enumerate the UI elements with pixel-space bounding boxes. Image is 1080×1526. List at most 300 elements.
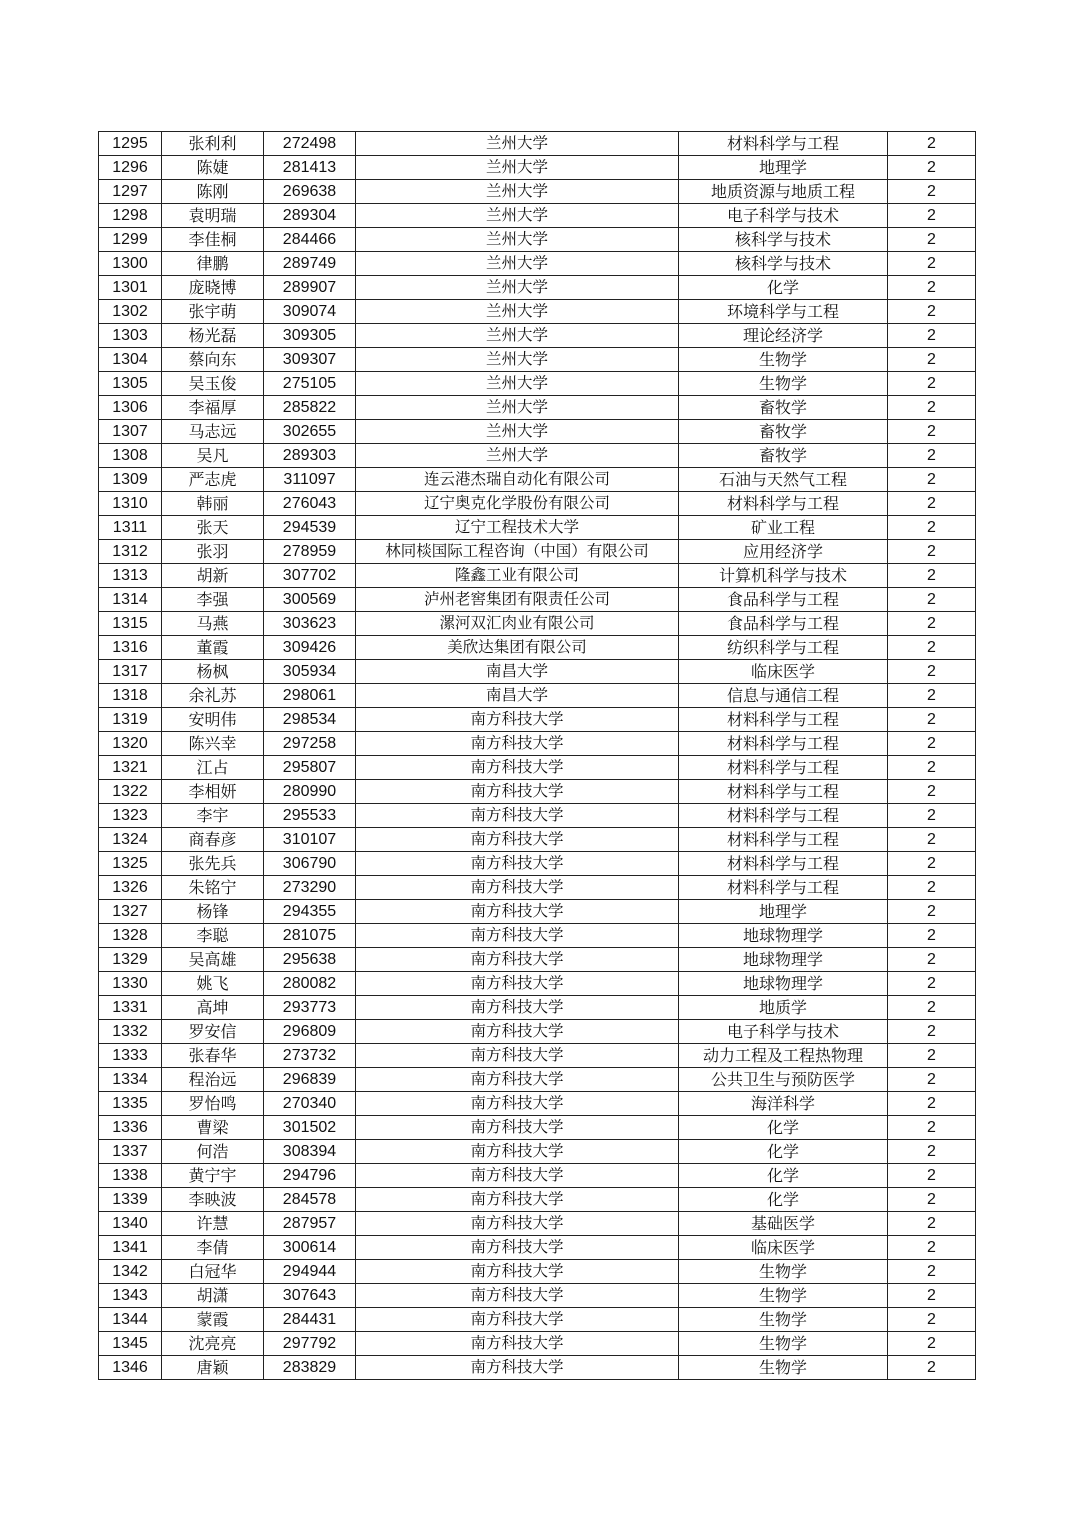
row-index-cell: 1299 bbox=[99, 228, 162, 252]
major-cell: 地球物理学 bbox=[679, 924, 888, 948]
organization-cell: 兰州大学 bbox=[356, 156, 679, 180]
organization-cell: 南方科技大学 bbox=[356, 780, 679, 804]
table-row bbox=[99, 540, 976, 564]
organization-cell: 南方科技大学 bbox=[356, 1212, 679, 1236]
name-cell: 吴凡 bbox=[162, 444, 264, 468]
row-index-cell: 1333 bbox=[99, 1044, 162, 1068]
row-index-cell: 1314 bbox=[99, 588, 162, 612]
major-cell: 生物学 bbox=[679, 1260, 888, 1284]
row-index-cell: 1346 bbox=[99, 1356, 162, 1380]
organization-cell: 南昌大学 bbox=[356, 684, 679, 708]
count-cell: 2 bbox=[888, 1236, 976, 1260]
table-row bbox=[99, 564, 976, 588]
row-index-cell: 1295 bbox=[99, 132, 162, 156]
row-index-cell: 1308 bbox=[99, 444, 162, 468]
name-cell: 陈刚 bbox=[162, 180, 264, 204]
major-cell: 动力工程及工程热物理 bbox=[679, 1044, 888, 1068]
id-cell: 297258 bbox=[264, 732, 356, 756]
id-cell: 307643 bbox=[264, 1284, 356, 1308]
major-cell: 公共卫生与预防医学 bbox=[679, 1068, 888, 1092]
organization-cell: 南方科技大学 bbox=[356, 1140, 679, 1164]
id-cell: 283829 bbox=[264, 1356, 356, 1380]
table-row bbox=[99, 660, 976, 684]
major-cell: 食品科学与工程 bbox=[679, 588, 888, 612]
count-cell: 2 bbox=[888, 636, 976, 660]
row-index-cell: 1321 bbox=[99, 756, 162, 780]
id-cell: 293773 bbox=[264, 996, 356, 1020]
count-cell: 2 bbox=[888, 300, 976, 324]
organization-cell: 隆鑫工业有限公司 bbox=[356, 564, 679, 588]
name-cell: 张利利 bbox=[162, 132, 264, 156]
id-cell: 294355 bbox=[264, 900, 356, 924]
organization-cell: 连云港杰瑞自动化有限公司 bbox=[356, 468, 679, 492]
id-cell: 309074 bbox=[264, 300, 356, 324]
name-cell: 马燕 bbox=[162, 612, 264, 636]
count-cell: 2 bbox=[888, 492, 976, 516]
table-row bbox=[99, 228, 976, 252]
major-cell: 地质资源与地质工程 bbox=[679, 180, 888, 204]
id-cell: 278959 bbox=[264, 540, 356, 564]
row-index-cell: 1304 bbox=[99, 348, 162, 372]
row-index-cell: 1339 bbox=[99, 1188, 162, 1212]
organization-cell: 南方科技大学 bbox=[356, 732, 679, 756]
organization-cell: 兰州大学 bbox=[356, 228, 679, 252]
table-row bbox=[99, 444, 976, 468]
count-cell: 2 bbox=[888, 804, 976, 828]
count-cell: 2 bbox=[888, 1020, 976, 1044]
name-cell: 张宇萌 bbox=[162, 300, 264, 324]
row-index-cell: 1337 bbox=[99, 1140, 162, 1164]
organization-cell: 南方科技大学 bbox=[356, 876, 679, 900]
row-index-cell: 1301 bbox=[99, 276, 162, 300]
count-cell: 2 bbox=[888, 924, 976, 948]
name-cell: 李相妍 bbox=[162, 780, 264, 804]
table-row bbox=[99, 180, 976, 204]
table-row bbox=[99, 156, 976, 180]
organization-cell: 南方科技大学 bbox=[356, 900, 679, 924]
row-index-cell: 1343 bbox=[99, 1284, 162, 1308]
major-cell: 计算机科学与技术 bbox=[679, 564, 888, 588]
row-index-cell: 1345 bbox=[99, 1332, 162, 1356]
organization-cell: 南方科技大学 bbox=[356, 852, 679, 876]
id-cell: 295638 bbox=[264, 948, 356, 972]
major-cell: 地理学 bbox=[679, 900, 888, 924]
id-cell: 295807 bbox=[264, 756, 356, 780]
count-cell: 2 bbox=[888, 852, 976, 876]
row-index-cell: 1326 bbox=[99, 876, 162, 900]
table-row bbox=[99, 252, 976, 276]
table-row bbox=[99, 612, 976, 636]
table-row bbox=[99, 372, 976, 396]
count-cell: 2 bbox=[888, 132, 976, 156]
row-index-cell: 1336 bbox=[99, 1116, 162, 1140]
count-cell: 2 bbox=[888, 588, 976, 612]
major-cell: 电子科学与技术 bbox=[679, 1020, 888, 1044]
organization-cell: 南方科技大学 bbox=[356, 1356, 679, 1380]
id-cell: 298534 bbox=[264, 708, 356, 732]
id-cell: 300569 bbox=[264, 588, 356, 612]
organization-cell: 漯河双汇肉业有限公司 bbox=[356, 612, 679, 636]
name-cell: 李佳桐 bbox=[162, 228, 264, 252]
name-cell: 何浩 bbox=[162, 1140, 264, 1164]
id-cell: 273290 bbox=[264, 876, 356, 900]
count-cell: 2 bbox=[888, 948, 976, 972]
id-cell: 302655 bbox=[264, 420, 356, 444]
organization-cell: 南方科技大学 bbox=[356, 1236, 679, 1260]
id-cell: 294796 bbox=[264, 1164, 356, 1188]
major-cell: 材料科学与工程 bbox=[679, 732, 888, 756]
organization-cell: 南方科技大学 bbox=[356, 756, 679, 780]
id-cell: 303623 bbox=[264, 612, 356, 636]
row-index-cell: 1335 bbox=[99, 1092, 162, 1116]
organization-cell: 南方科技大学 bbox=[356, 972, 679, 996]
organization-cell: 兰州大学 bbox=[356, 348, 679, 372]
name-cell: 吴玉俊 bbox=[162, 372, 264, 396]
name-cell: 李倩 bbox=[162, 1236, 264, 1260]
id-cell: 281413 bbox=[264, 156, 356, 180]
count-cell: 2 bbox=[888, 564, 976, 588]
id-cell: 310107 bbox=[264, 828, 356, 852]
id-cell: 275105 bbox=[264, 372, 356, 396]
name-cell: 商春彦 bbox=[162, 828, 264, 852]
name-cell: 李强 bbox=[162, 588, 264, 612]
id-cell: 284578 bbox=[264, 1188, 356, 1212]
row-index-cell: 1324 bbox=[99, 828, 162, 852]
row-index-cell: 1303 bbox=[99, 324, 162, 348]
name-cell: 杨枫 bbox=[162, 660, 264, 684]
name-cell: 罗怡鸣 bbox=[162, 1092, 264, 1116]
major-cell: 化学 bbox=[679, 1140, 888, 1164]
row-index-cell: 1344 bbox=[99, 1308, 162, 1332]
name-cell: 李福厚 bbox=[162, 396, 264, 420]
major-cell: 材料科学与工程 bbox=[679, 852, 888, 876]
id-cell: 311097 bbox=[264, 468, 356, 492]
table-row bbox=[99, 276, 976, 300]
major-cell: 临床医学 bbox=[679, 660, 888, 684]
organization-cell: 南方科技大学 bbox=[356, 924, 679, 948]
id-cell: 295533 bbox=[264, 804, 356, 828]
name-cell: 唐颖 bbox=[162, 1356, 264, 1380]
count-cell: 2 bbox=[888, 1260, 976, 1284]
organization-cell: 辽宁工程技术大学 bbox=[356, 516, 679, 540]
count-cell: 2 bbox=[888, 1284, 976, 1308]
major-cell: 环境科学与工程 bbox=[679, 300, 888, 324]
organization-cell: 兰州大学 bbox=[356, 420, 679, 444]
table-row bbox=[99, 996, 976, 1020]
organization-cell: 南昌大学 bbox=[356, 660, 679, 684]
table-row bbox=[99, 924, 976, 948]
count-cell: 2 bbox=[888, 324, 976, 348]
major-cell: 食品科学与工程 bbox=[679, 612, 888, 636]
major-cell: 畜牧学 bbox=[679, 444, 888, 468]
count-cell: 2 bbox=[888, 1164, 976, 1188]
name-cell: 严志虎 bbox=[162, 468, 264, 492]
organization-cell: 南方科技大学 bbox=[356, 708, 679, 732]
count-cell: 2 bbox=[888, 900, 976, 924]
organization-cell: 南方科技大学 bbox=[356, 1068, 679, 1092]
count-cell: 2 bbox=[888, 972, 976, 996]
organization-cell: 南方科技大学 bbox=[356, 804, 679, 828]
name-cell: 张先兵 bbox=[162, 852, 264, 876]
organization-cell: 泸州老窖集团有限责任公司 bbox=[356, 588, 679, 612]
table-row bbox=[99, 1164, 976, 1188]
organization-cell: 南方科技大学 bbox=[356, 948, 679, 972]
name-cell: 安明伟 bbox=[162, 708, 264, 732]
organization-cell: 南方科技大学 bbox=[356, 1116, 679, 1140]
row-index-cell: 1306 bbox=[99, 396, 162, 420]
count-cell: 2 bbox=[888, 876, 976, 900]
organization-cell: 南方科技大学 bbox=[356, 1020, 679, 1044]
name-cell: 朱铭宁 bbox=[162, 876, 264, 900]
id-cell: 309426 bbox=[264, 636, 356, 660]
major-cell: 材料科学与工程 bbox=[679, 756, 888, 780]
id-cell: 269638 bbox=[264, 180, 356, 204]
id-cell: 289303 bbox=[264, 444, 356, 468]
row-index-cell: 1332 bbox=[99, 1020, 162, 1044]
major-cell: 海洋科学 bbox=[679, 1092, 888, 1116]
row-index-cell: 1315 bbox=[99, 612, 162, 636]
table-row bbox=[99, 1332, 976, 1356]
major-cell: 矿业工程 bbox=[679, 516, 888, 540]
row-index-cell: 1309 bbox=[99, 468, 162, 492]
table-row bbox=[99, 1140, 976, 1164]
count-cell: 2 bbox=[888, 348, 976, 372]
organization-cell: 南方科技大学 bbox=[356, 1164, 679, 1188]
table-row bbox=[99, 684, 976, 708]
id-cell: 280082 bbox=[264, 972, 356, 996]
count-cell: 2 bbox=[888, 1308, 976, 1332]
organization-cell: 南方科技大学 bbox=[356, 1044, 679, 1068]
organization-cell: 南方科技大学 bbox=[356, 1188, 679, 1212]
row-index-cell: 1317 bbox=[99, 660, 162, 684]
name-cell: 李映波 bbox=[162, 1188, 264, 1212]
count-cell: 2 bbox=[888, 1212, 976, 1236]
count-cell: 2 bbox=[888, 1092, 976, 1116]
organization-cell: 兰州大学 bbox=[356, 276, 679, 300]
id-cell: 287957 bbox=[264, 1212, 356, 1236]
row-index-cell: 1307 bbox=[99, 420, 162, 444]
name-cell: 曹梁 bbox=[162, 1116, 264, 1140]
row-index-cell: 1327 bbox=[99, 900, 162, 924]
table-row bbox=[99, 492, 976, 516]
row-index-cell: 1305 bbox=[99, 372, 162, 396]
row-index-cell: 1323 bbox=[99, 804, 162, 828]
id-cell: 272498 bbox=[264, 132, 356, 156]
major-cell: 生物学 bbox=[679, 348, 888, 372]
table-row bbox=[99, 780, 976, 804]
table-row bbox=[99, 1020, 976, 1044]
table-row bbox=[99, 900, 976, 924]
table-row bbox=[99, 852, 976, 876]
major-cell: 化学 bbox=[679, 1164, 888, 1188]
count-cell: 2 bbox=[888, 1356, 976, 1380]
table-row bbox=[99, 708, 976, 732]
name-cell: 陈婕 bbox=[162, 156, 264, 180]
major-cell: 材料科学与工程 bbox=[679, 132, 888, 156]
organization-cell: 兰州大学 bbox=[356, 396, 679, 420]
count-cell: 2 bbox=[888, 780, 976, 804]
name-cell: 杨光磊 bbox=[162, 324, 264, 348]
major-cell: 化学 bbox=[679, 276, 888, 300]
name-cell: 黄宁宇 bbox=[162, 1164, 264, 1188]
organization-cell: 兰州大学 bbox=[356, 324, 679, 348]
name-cell: 陈兴幸 bbox=[162, 732, 264, 756]
count-cell: 2 bbox=[888, 1116, 976, 1140]
name-cell: 吴高雄 bbox=[162, 948, 264, 972]
table-row bbox=[99, 1044, 976, 1068]
table-row bbox=[99, 948, 976, 972]
table-row bbox=[99, 324, 976, 348]
major-cell: 纺织科学与工程 bbox=[679, 636, 888, 660]
id-cell: 273732 bbox=[264, 1044, 356, 1068]
organization-cell: 南方科技大学 bbox=[356, 1260, 679, 1284]
name-cell: 蒙霞 bbox=[162, 1308, 264, 1332]
count-cell: 2 bbox=[888, 540, 976, 564]
organization-cell: 兰州大学 bbox=[356, 300, 679, 324]
major-cell: 化学 bbox=[679, 1116, 888, 1140]
row-index-cell: 1296 bbox=[99, 156, 162, 180]
table-row bbox=[99, 1308, 976, 1332]
table-row bbox=[99, 1188, 976, 1212]
table-row bbox=[99, 1260, 976, 1284]
major-cell: 地质学 bbox=[679, 996, 888, 1020]
major-cell: 生物学 bbox=[679, 1332, 888, 1356]
table-row bbox=[99, 588, 976, 612]
table-row bbox=[99, 516, 976, 540]
major-cell: 生物学 bbox=[679, 1284, 888, 1308]
major-cell: 信息与通信工程 bbox=[679, 684, 888, 708]
row-index-cell: 1329 bbox=[99, 948, 162, 972]
organization-cell: 南方科技大学 bbox=[356, 828, 679, 852]
row-index-cell: 1319 bbox=[99, 708, 162, 732]
count-cell: 2 bbox=[888, 732, 976, 756]
row-index-cell: 1334 bbox=[99, 1068, 162, 1092]
id-cell: 276043 bbox=[264, 492, 356, 516]
organization-cell: 林同棪国际工程咨询（中国）有限公司 bbox=[356, 540, 679, 564]
row-index-cell: 1328 bbox=[99, 924, 162, 948]
name-cell: 胡新 bbox=[162, 564, 264, 588]
major-cell: 理论经济学 bbox=[679, 324, 888, 348]
table-row bbox=[99, 828, 976, 852]
table-row bbox=[99, 204, 976, 228]
row-index-cell: 1298 bbox=[99, 204, 162, 228]
organization-cell: 兰州大学 bbox=[356, 444, 679, 468]
id-cell: 289304 bbox=[264, 204, 356, 228]
major-cell: 材料科学与工程 bbox=[679, 876, 888, 900]
row-index-cell: 1310 bbox=[99, 492, 162, 516]
count-cell: 2 bbox=[888, 156, 976, 180]
count-cell: 2 bbox=[888, 1188, 976, 1212]
id-cell: 309305 bbox=[264, 324, 356, 348]
row-index-cell: 1297 bbox=[99, 180, 162, 204]
name-cell: 张羽 bbox=[162, 540, 264, 564]
roster-table bbox=[98, 131, 976, 1380]
table-row bbox=[99, 756, 976, 780]
row-index-cell: 1340 bbox=[99, 1212, 162, 1236]
row-index-cell: 1338 bbox=[99, 1164, 162, 1188]
roster-table-body bbox=[99, 132, 976, 1380]
table-row bbox=[99, 1068, 976, 1092]
name-cell: 张天 bbox=[162, 516, 264, 540]
count-cell: 2 bbox=[888, 1044, 976, 1068]
name-cell: 马志远 bbox=[162, 420, 264, 444]
organization-cell: 南方科技大学 bbox=[356, 996, 679, 1020]
major-cell: 畜牧学 bbox=[679, 396, 888, 420]
row-index-cell: 1312 bbox=[99, 540, 162, 564]
row-index-cell: 1313 bbox=[99, 564, 162, 588]
major-cell: 地球物理学 bbox=[679, 972, 888, 996]
count-cell: 2 bbox=[888, 252, 976, 276]
row-index-cell: 1322 bbox=[99, 780, 162, 804]
name-cell: 江占 bbox=[162, 756, 264, 780]
name-cell: 李聪 bbox=[162, 924, 264, 948]
organization-cell: 美欣达集团有限公司 bbox=[356, 636, 679, 660]
organization-cell: 南方科技大学 bbox=[356, 1092, 679, 1116]
count-cell: 2 bbox=[888, 684, 976, 708]
row-index-cell: 1325 bbox=[99, 852, 162, 876]
name-cell: 胡潇 bbox=[162, 1284, 264, 1308]
table-row bbox=[99, 1212, 976, 1236]
row-index-cell: 1342 bbox=[99, 1260, 162, 1284]
table-row bbox=[99, 636, 976, 660]
name-cell: 律鹏 bbox=[162, 252, 264, 276]
table-row bbox=[99, 732, 976, 756]
major-cell: 应用经济学 bbox=[679, 540, 888, 564]
major-cell: 化学 bbox=[679, 1188, 888, 1212]
name-cell: 余礼苏 bbox=[162, 684, 264, 708]
name-cell: 韩丽 bbox=[162, 492, 264, 516]
count-cell: 2 bbox=[888, 372, 976, 396]
table-row bbox=[99, 300, 976, 324]
id-cell: 280990 bbox=[264, 780, 356, 804]
id-cell: 285822 bbox=[264, 396, 356, 420]
count-cell: 2 bbox=[888, 996, 976, 1020]
major-cell: 基础医学 bbox=[679, 1212, 888, 1236]
table-row bbox=[99, 1116, 976, 1140]
row-index-cell: 1330 bbox=[99, 972, 162, 996]
count-cell: 2 bbox=[888, 828, 976, 852]
count-cell: 2 bbox=[888, 516, 976, 540]
table-row bbox=[99, 804, 976, 828]
count-cell: 2 bbox=[888, 1332, 976, 1356]
name-cell: 程治远 bbox=[162, 1068, 264, 1092]
id-cell: 270340 bbox=[264, 1092, 356, 1116]
id-cell: 305934 bbox=[264, 660, 356, 684]
major-cell: 生物学 bbox=[679, 1308, 888, 1332]
major-cell: 临床医学 bbox=[679, 1236, 888, 1260]
id-cell: 307702 bbox=[264, 564, 356, 588]
count-cell: 2 bbox=[888, 444, 976, 468]
row-index-cell: 1320 bbox=[99, 732, 162, 756]
organization-cell: 兰州大学 bbox=[356, 372, 679, 396]
table-row bbox=[99, 132, 976, 156]
organization-cell: 辽宁奥克化学股份有限公司 bbox=[356, 492, 679, 516]
name-cell: 沈亮亮 bbox=[162, 1332, 264, 1356]
major-cell: 材料科学与工程 bbox=[679, 828, 888, 852]
id-cell: 296809 bbox=[264, 1020, 356, 1044]
organization-cell: 兰州大学 bbox=[356, 132, 679, 156]
id-cell: 306790 bbox=[264, 852, 356, 876]
count-cell: 2 bbox=[888, 420, 976, 444]
major-cell: 核科学与技术 bbox=[679, 252, 888, 276]
major-cell: 地理学 bbox=[679, 156, 888, 180]
major-cell: 生物学 bbox=[679, 372, 888, 396]
row-index-cell: 1316 bbox=[99, 636, 162, 660]
row-index-cell: 1302 bbox=[99, 300, 162, 324]
major-cell: 生物学 bbox=[679, 1356, 888, 1380]
count-cell: 2 bbox=[888, 756, 976, 780]
count-cell: 2 bbox=[888, 660, 976, 684]
